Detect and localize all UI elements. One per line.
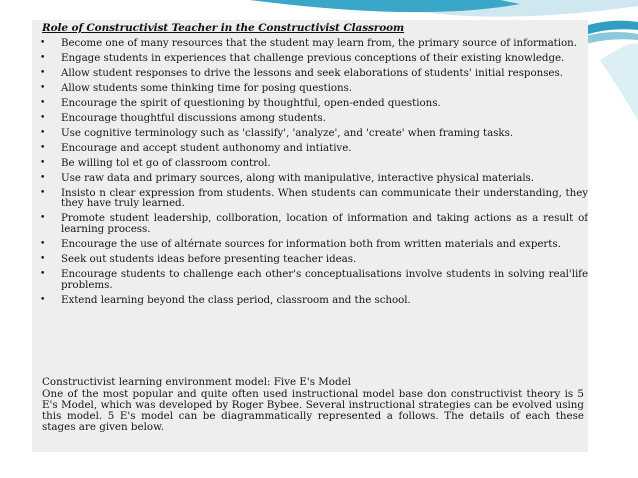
bullet-icon: • bbox=[40, 239, 46, 249]
bullet-icon: • bbox=[40, 97, 46, 108]
bullet-icon: • bbox=[40, 52, 46, 63]
list-item: • Engage students in experiences that challenge previous conceptions of their existing knowledge. bbox=[40, 51, 565, 64]
list-item: • Promote student leadership, collboration, location of information and taking actions as a result of learning process. bbox=[40, 212, 588, 236]
bullet-icon: • bbox=[40, 157, 46, 168]
list-item: • Encourage students to challenge each other's conceptualisations involve students in solving real'life problems. bbox=[40, 267, 588, 291]
document-title: Role of Constructivist Teacher in the Constructivist Classroom bbox=[42, 22, 405, 34]
list-item: • Extend learning beyond the class period, classroom and the school. bbox=[40, 293, 411, 306]
bullet-icon: • bbox=[40, 112, 46, 123]
role-points-list bbox=[38, 38, 588, 310]
bullet-icon: • bbox=[40, 294, 46, 305]
list-item: • Allow students some thinking time for posing questions. bbox=[40, 81, 353, 94]
list-item: • Seek out students ideas before presenting teacher ideas. bbox=[40, 252, 357, 265]
bullet-icon: • bbox=[40, 172, 46, 183]
bullet-icon: • bbox=[40, 268, 46, 279]
scanned-document-page bbox=[32, 20, 588, 452]
bullet-icon: • bbox=[40, 82, 46, 93]
bullet-icon: • bbox=[40, 38, 46, 48]
model-heading: Constructivist learning environment model: Five E's Model bbox=[42, 376, 351, 388]
bullet-icon: • bbox=[40, 127, 46, 138]
list-item: • Encourage thoughtful discussions among students. bbox=[40, 111, 326, 124]
bullet-icon: • bbox=[40, 213, 46, 224]
list-item: • Encourage and accept student authonomy and intiative. bbox=[40, 141, 352, 154]
list-item: • Insisto n clear expression from students. When students can communicate their understanding, they they have truly learned. bbox=[40, 186, 588, 210]
list-item: • Use raw data and primary sources, along with manipulative, interactive physical materials. bbox=[40, 171, 535, 184]
right-edge-shade bbox=[600, 43, 638, 120]
bullet-icon: • bbox=[40, 187, 46, 198]
list-item: • Become one of many resources that the student may learn from, the primary source of information. bbox=[40, 37, 577, 49]
bullet-icon: • bbox=[40, 142, 46, 153]
bullet-icon: • bbox=[40, 253, 46, 264]
bullet-icon: • bbox=[40, 67, 46, 78]
list-item: • Be willing tol et go of classroom control. bbox=[40, 156, 271, 169]
list-item: • Allow student responses to drive the lessons and seek elaborations of students' initial responses. bbox=[40, 66, 563, 79]
list-item: • Encourage the spirit of questioning by thoughtful, open-ended questions. bbox=[40, 96, 441, 109]
list-item: • Encourage the use of altérnate sources for information both from written materials and experts. bbox=[40, 238, 561, 250]
list-item: • Use cognitive terminology such as 'classify', 'analyze', and 'create' when framing tasks. bbox=[40, 126, 514, 139]
model-paragraph: One of the most popular and quite often used instructional model base don constructivist theory is 5 E's Model, which was developed by Roger Bybee. Several instructional strategies can be evolved using this model. 5 E's model can be diagrammatically represented a follows. The details of each these stages are given below. bbox=[42, 388, 584, 433]
